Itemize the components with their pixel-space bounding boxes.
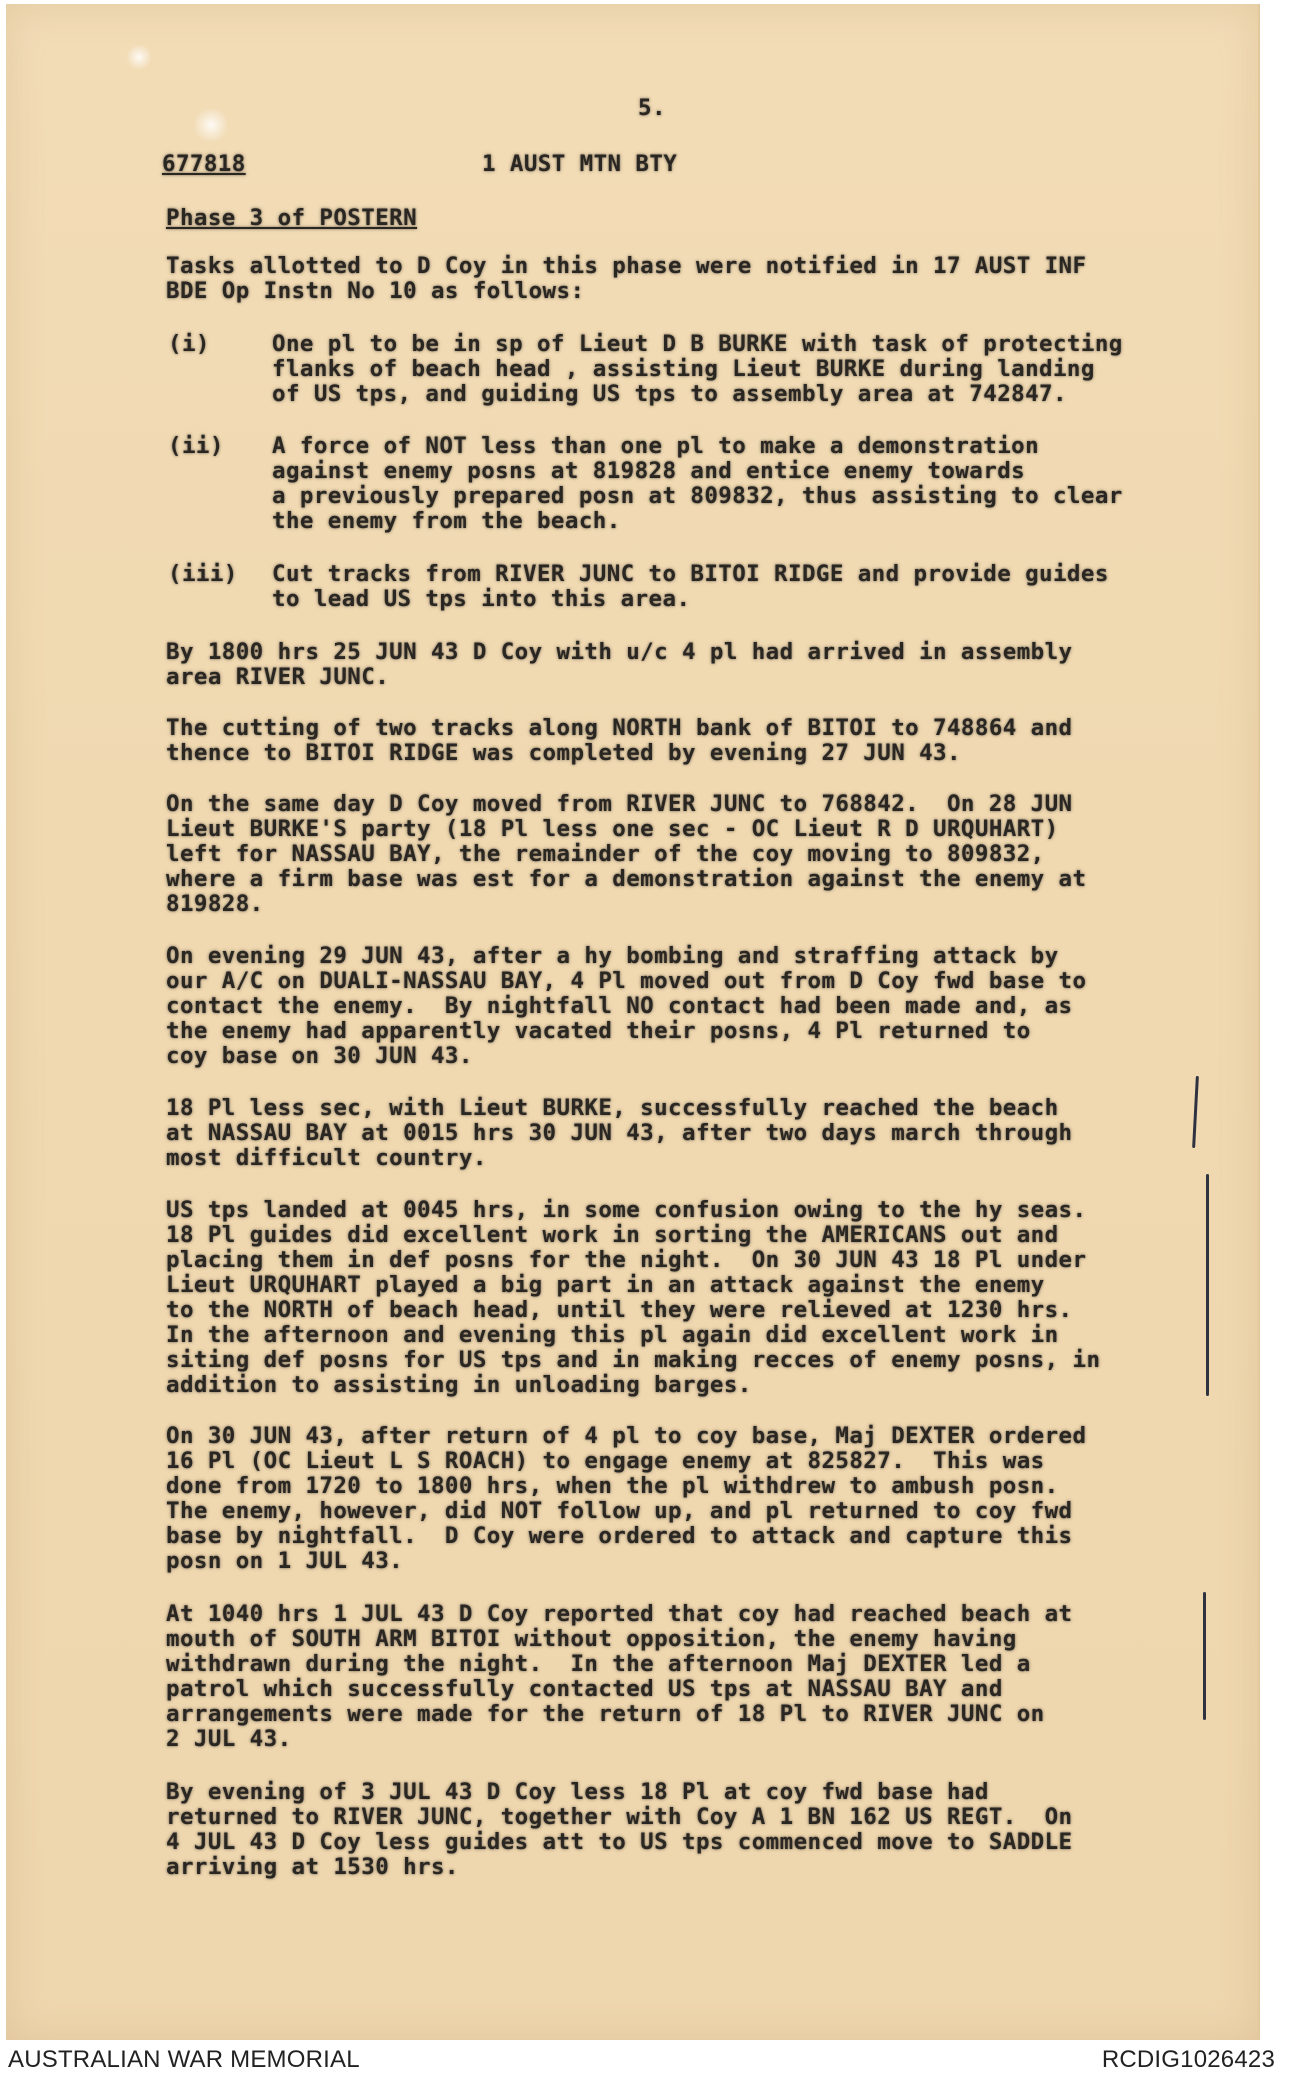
footer-id: RCDIG1026423 bbox=[1101, 2046, 1275, 2073]
document-reference: 677818 bbox=[162, 151, 246, 177]
paragraph-line: posn on 1 JUL 43. bbox=[166, 1548, 404, 1574]
task-line: A force of NOT less than one pl to make a demonstration bbox=[272, 433, 1040, 459]
paragraph-line: 2 JUL 43. bbox=[166, 1726, 292, 1752]
paragraph-line: withdrawn during the night. In the afternoon Maj DEXTER led a bbox=[166, 1651, 1031, 1677]
paragraph-line: base by nightfall. D Coy were ordered to attack and capture this bbox=[166, 1523, 1073, 1549]
paragraph-line: siting def posns for US tps and in making recces of enemy posns, in bbox=[166, 1347, 1101, 1373]
paragraph-line: at NASSAU BAY at 0015 hrs 30 JUN 43, after two days march through bbox=[166, 1120, 1073, 1146]
paragraph-line: arrangements were made for the return of 18 Pl to RIVER JUNC on bbox=[166, 1701, 1045, 1727]
paragraph-line: 18 Pl guides did excellent work in sorting the AMERICANS out and bbox=[166, 1222, 1059, 1248]
paragraph-line: mouth of SOUTH ARM BITOI without opposition, the enemy having bbox=[166, 1626, 1017, 1652]
paragraph-line: The cutting of two tracks along NORTH bank of BITOI to 748864 and bbox=[166, 715, 1073, 741]
task-marker: (i) bbox=[168, 331, 210, 357]
paragraph-line: On the same day D Coy moved from RIVER JUNC to 768842. On 28 JUN bbox=[166, 791, 1073, 817]
task-line: to lead US tps into this area. bbox=[272, 586, 691, 612]
paragraph-line: the enemy had apparently vacated their posns, 4 Pl returned to bbox=[166, 1018, 1031, 1044]
task-line: of US tps, and guiding US tps to assembly area at 742847. bbox=[272, 381, 1067, 407]
paragraph-line: placing them in def posns for the night. On 30 JUN 43 18 Pl under bbox=[166, 1247, 1087, 1273]
paragraph-line: to the NORTH of beach head, until they were relieved at 1230 hrs. bbox=[166, 1297, 1073, 1323]
paragraph-line: contact the enemy. By nightfall NO contact had been made and, as bbox=[166, 993, 1073, 1019]
paragraph-line: where a firm base was est for a demonstration against the enemy at bbox=[166, 866, 1087, 892]
paragraph-line: In the afternoon and evening this pl again did excellent work in bbox=[166, 1322, 1059, 1348]
paragraph-line: 4 JUL 43 D Coy less guides att to US tps commenced move to SADDLE bbox=[166, 1829, 1073, 1855]
phase-heading: Phase 3 of POSTERN bbox=[166, 205, 418, 231]
task-line: One pl to be in sp of Lieut D B BURKE with task of protecting bbox=[272, 331, 1123, 357]
paragraph-line: addition to assisting in unloading barges. bbox=[166, 1372, 752, 1398]
paragraph-line: 18 Pl less sec, with Lieut BURKE, successfully reached the beach bbox=[166, 1095, 1059, 1121]
intro-line: BDE Op Instn No 10 as follows: bbox=[166, 278, 585, 304]
paragraph-line: patrol which successfully contacted US tps at NASSAU BAY and bbox=[166, 1676, 1003, 1702]
task-marker: (iii) bbox=[168, 561, 238, 587]
margin-pencil-line bbox=[1203, 1592, 1206, 1720]
task-line: against enemy posns at 819828 and entice enemy towards bbox=[272, 458, 1026, 484]
paragraph-line: The enemy, however, did NOT follow up, and pl returned to coy fwd bbox=[166, 1498, 1073, 1524]
paragraph-line: 16 Pl (OC Lieut L S ROACH) to engage enemy at 825827. This was bbox=[166, 1448, 1045, 1474]
margin-pencil-line bbox=[1192, 1076, 1199, 1148]
paragraph-line: thence to BITOI RIDGE was completed by evening 27 JUN 43. bbox=[166, 740, 961, 766]
paragraph-line: Lieut URQUHART played a big part in an attack against the enemy bbox=[166, 1272, 1045, 1298]
intro-line: Tasks allotted to D Coy in this phase were notified in 17 AUST INF bbox=[166, 253, 1087, 279]
paragraph-line: done from 1720 to 1800 hrs, when the pl withdrew to ambush posn. bbox=[166, 1473, 1059, 1499]
paragraph-line: our A/C on DUALI-NASSAU BAY, 4 Pl moved out from D Coy fwd base to bbox=[166, 968, 1087, 994]
paragraph-line: On 30 JUN 43, after return of 4 pl to coy base, Maj DEXTER ordered bbox=[166, 1423, 1087, 1449]
margin-pencil-line bbox=[1206, 1174, 1209, 1396]
task-marker: (ii) bbox=[168, 433, 224, 459]
paragraph-line: area RIVER JUNC. bbox=[166, 664, 390, 690]
paragraph-line: coy base on 30 JUN 43. bbox=[166, 1043, 473, 1069]
paragraph-line: By 1800 hrs 25 JUN 43 D Coy with u/c 4 pl had arrived in assembly bbox=[166, 639, 1073, 665]
unit-heading: 1 AUST MTN BTY bbox=[482, 151, 678, 177]
paragraph-line: At 1040 hrs 1 JUL 43 D Coy reported that coy had reached beach at bbox=[166, 1601, 1073, 1627]
task-line: Cut tracks from RIVER JUNC to BITOI RIDGE and provide guides bbox=[272, 561, 1109, 587]
paragraph-line: By evening of 3 JUL 43 D Coy less 18 Pl at coy fwd base had bbox=[166, 1779, 989, 1805]
paper-stain bbox=[192, 108, 230, 142]
task-line: flanks of beach head , assisting Lieut BURKE during landing bbox=[272, 356, 1095, 382]
paragraph-line: returned to RIVER JUNC, together with Coy A 1 BN 162 US REGT. On bbox=[166, 1804, 1073, 1830]
paragraph-line: Lieut BURKE'S party (18 Pl less one sec - OC Lieut R D URQUHART) bbox=[166, 816, 1059, 842]
paragraph-line: left for NASSAU BAY, the remainder of the coy moving to 809832, bbox=[166, 841, 1045, 867]
paragraph-line: US tps landed at 0045 hrs, in some confusion owing to the hy seas. bbox=[166, 1197, 1087, 1223]
paragraph-line: most difficult country. bbox=[166, 1145, 487, 1171]
paragraph-line: arriving at 1530 hrs. bbox=[166, 1854, 459, 1880]
paper-stain bbox=[126, 44, 152, 70]
task-line: the enemy from the beach. bbox=[272, 508, 621, 534]
page-number: 5. bbox=[638, 95, 666, 121]
task-line: a previously prepared posn at 809832, thus assisting to clear bbox=[272, 483, 1123, 509]
document-page bbox=[6, 4, 1260, 2040]
paragraph-line: 819828. bbox=[166, 891, 264, 917]
paragraph-line: On evening 29 JUN 43, after a hy bombing and straffing attack by bbox=[166, 943, 1059, 969]
footer-source: AUSTRALIAN WAR MEMORIAL bbox=[8, 2046, 360, 2073]
